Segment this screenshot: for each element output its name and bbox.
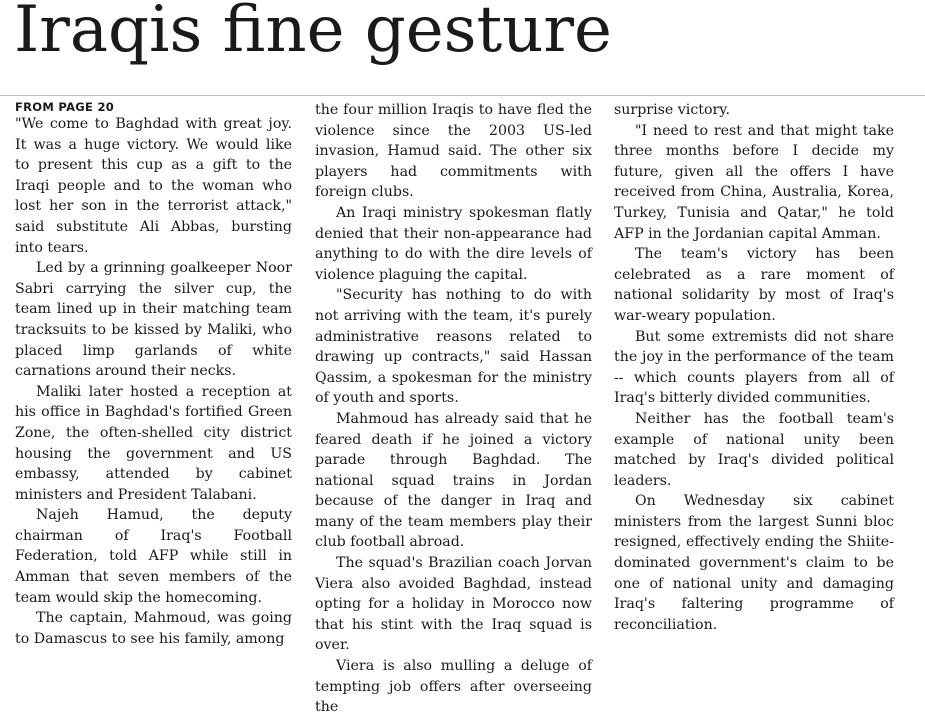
paragraph: An Iraqi ministry spokesman flatly denied that their non-appearance had anything to do with the dire levels of violence plaguing the capital. — [315, 204, 592, 283]
article-column-1 — [15, 100, 292, 647]
headline: Iraqis fine gesture — [14, 0, 612, 67]
paragraph: Neither has the football team's example of national unity been matched by Iraq's divided political leaders. — [614, 410, 894, 489]
paragraph: "I need to rest and that might take three months before I decide my future, given all the offers I have received from China, Australia, Korea, Turkey, Tunisia and Qatar," he told AFP in the Jordanian capital Amman. — [614, 122, 894, 242]
paragraph: Mahmoud has already said that he feared death if he joined a victory parade through Baghdad. The national squad trains in Jordan because of the danger in Iraq and many of the team members play their club football abroad. — [315, 410, 592, 551]
paragraph: The team's victory has been celebrated as a rare moment of national solidarity by most of Iraq's war-weary population. — [614, 246, 894, 324]
paragraph: On Wednesday six cabinet ministers from the largest Sunni bloc resigned, effectively ending the Shiite-dominated government's claim to be one of national unity and damaging Iraq's faltering programme of reconciliation. — [614, 493, 894, 633]
paragraph: "We come to Baghdad with great joy. It was a huge victory. We would like to present this cup as a gift to the Iraqi people and to the woman who lost her son in the terrorist attack," said substitute Ali Abbas, bursting into tears. — [15, 116, 292, 256]
paragraph: the four million Iraqis to have fled the violence since the 2003 US-led invasion, Hamud said. The other six players had commitments with foreign clubs. — [315, 102, 592, 201]
paragraph: Viera is also mulling a deluge of tempting job offers after overseeing the — [315, 658, 592, 716]
paragraph: But some extremists did not share the joy in the performance of the team -- which counts players from all of Iraq's bitterly divided communities. — [614, 328, 894, 407]
paragraph: Najeh Hamud, the deputy chairman of Iraq's Football Federation, told AFP while still in Amman that seven members of the team would skip the homecoming. — [15, 507, 292, 606]
article-column-3 — [614, 100, 894, 647]
paragraph: surprise victory. — [614, 102, 730, 118]
continued-from-label: FROM PAGE 20 — [15, 100, 115, 114]
paragraph: The squad's Brazilian coach Jorvan Viera also avoided Baghdad, instead opting for a holiday in Morocco now that his stint with the Iraq squad is over. — [315, 555, 592, 654]
paragraph: Maliki later hosted a reception at his office in Baghdad's fortified Green Zone, the often-shelled city district housing the government and US embassy, attended by cabinet ministers and President Talabani. — [15, 383, 292, 503]
paragraph: The captain, Mahmoud, was going to Damascus to see his family, among — [15, 610, 292, 647]
paragraph: "Security has nothing to do with not arriving with the team, it's purely administrative reasons related to drawing up contracts," said Hassan Qassim, a spokesman for the ministry of youth and sports. — [315, 287, 592, 407]
paragraph: Led by a grinning goalkeeper Noor Sabri carrying the silver cup, the team lined up in their matching team tracksuits to be kissed by Maliki, who placed limp garlands of white carnations around their necks. — [15, 260, 292, 380]
headline-rule — [0, 95, 925, 96]
article-column-2 — [315, 100, 592, 716]
